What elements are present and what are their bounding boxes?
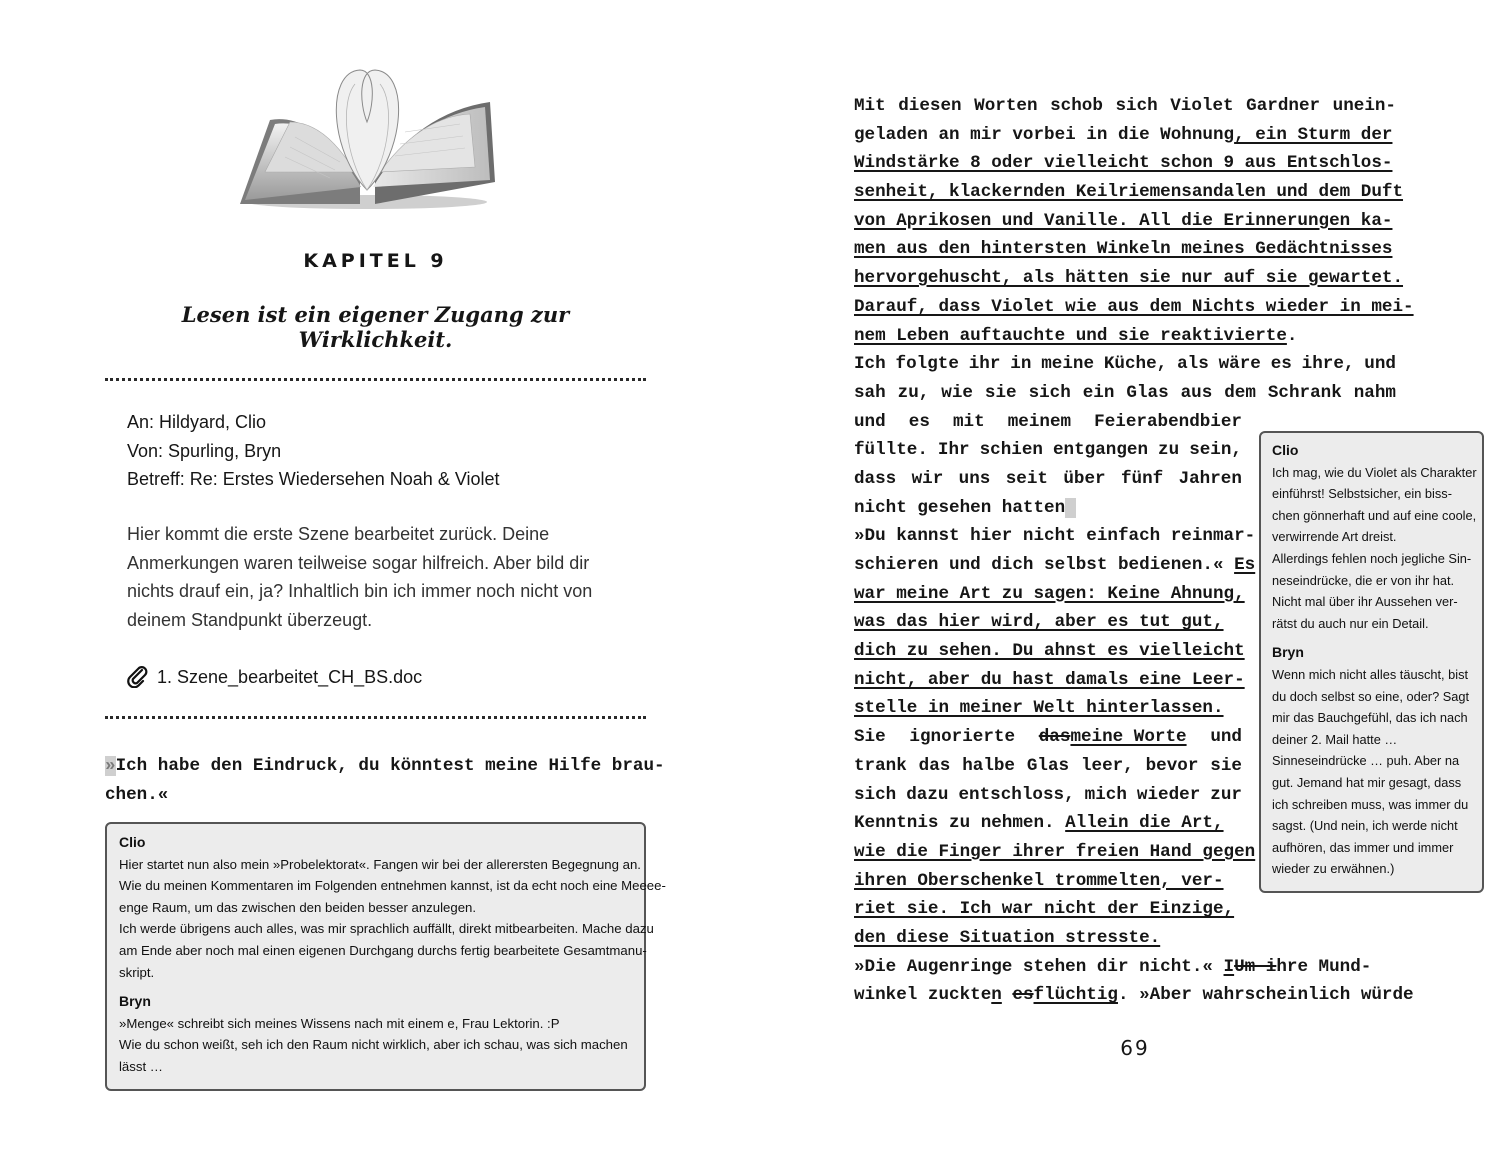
edit-insertion: flüchtig (1033, 985, 1118, 1006)
manuscript-line (854, 752, 1242, 781)
email-subject: Betreff: Re: Erstes Wiedersehen Noah & Violet (127, 469, 500, 490)
manuscript-line (854, 293, 1414, 322)
comment-line: neseindrücke, die er von ihr hat. (1272, 572, 1455, 588)
manuscript-word: entschloss, (958, 784, 1075, 805)
manuscript-line (854, 207, 1396, 236)
comment-line: du doch selbst so eine, oder? Sagt (1272, 688, 1470, 704)
comment-line: am Ende aber noch mal einen eigenen Durchgang durchs fertig bearbeitete Gesamtmanu- (119, 942, 647, 958)
manuscript-left (105, 752, 665, 809)
divider-top (105, 378, 646, 381)
manuscript-line: nem Leben auftauchte und sie reaktivierte. (854, 325, 1298, 346)
manuscript-word: Feierabendbier (1094, 411, 1242, 432)
manuscript-line (854, 178, 1404, 207)
edit-insertion: dich zu sehen. Du ahnst es vielleicht (854, 641, 1245, 662)
manuscript-word: Jahren (1178, 468, 1242, 489)
manuscript-word: als (1177, 354, 1209, 375)
manuscript-line (854, 666, 1245, 695)
comment-line: sagst. (Und nein, ich werde nicht (1272, 818, 1458, 834)
comment-line: deiner 2. Mail hatte … (1272, 731, 1398, 747)
edit-insertion: nicht, aber du hast damals eine Leer- (854, 669, 1245, 690)
edit-insertion: war meine Art zu sagen: Keine Ahnung, (854, 583, 1245, 604)
manuscript-word: sie (1210, 755, 1242, 776)
email-body-line: Hier kommt die erste Szene bearbeitet zurück. Deine (127, 524, 550, 544)
manuscript-word: ein (1082, 382, 1115, 403)
manuscript-word: dem (1224, 382, 1256, 403)
edit-insertion: senheit, klackernden Keilriemensandalen und dem Duft (854, 182, 1404, 203)
comment-line: skript. (119, 964, 155, 980)
manuscript-word: meinem (1007, 411, 1072, 432)
manuscript-word: zu, (897, 382, 930, 403)
comment-author-clio: Clio (1272, 442, 1299, 458)
email-attachment[interactable] (127, 666, 422, 688)
manuscript-word: sie (984, 382, 1017, 403)
edit-insertion: , ein Sturm der (1234, 124, 1393, 145)
manuscript-word: fünf (1120, 468, 1164, 489)
manuscript-line (854, 637, 1245, 666)
manuscript-line: chen.« (105, 784, 169, 805)
edit-deletion: Um i (1234, 956, 1277, 977)
manuscript-word: Glas (1126, 382, 1169, 403)
comment-author-bryn: Bryn (1272, 644, 1304, 661)
email-body (127, 520, 647, 634)
manuscript-word: trank (854, 755, 907, 776)
comment-line: Allerdings fehlen noch jegliche Sin- (1272, 550, 1472, 566)
edit-insertion: hervorgehuscht, als hätten sie nur auf sie gewartet. (854, 268, 1404, 289)
open-book-heart-icon (235, 62, 500, 212)
manuscript-line (854, 264, 1404, 293)
manuscript-line (854, 838, 1256, 867)
comment-line: Wie du meinen Kommentaren im Folgenden entnehmen kannst, ist da echt noch eine Meeee- (119, 878, 666, 894)
manuscript-word: es (1270, 354, 1292, 375)
edit-insertion: was das hier wird, aber es tut gut, (854, 612, 1224, 633)
edit-insertion: den diese Situation stresste. (854, 927, 1161, 948)
manuscript-line (854, 408, 1242, 437)
paperclip-icon (127, 666, 149, 688)
edit-caret-mark: » (105, 756, 116, 776)
edit-insertion: ihren Oberschenkel trommelten, ver- (854, 870, 1224, 891)
manuscript-word: nahm (1353, 382, 1396, 403)
manuscript-line (854, 895, 1242, 924)
manuscript-word: dazu (906, 784, 949, 805)
manuscript-word: sah (854, 382, 886, 403)
manuscript-word: wieder (1136, 784, 1201, 805)
manuscript-word: uns (958, 468, 991, 489)
comment-line: wieder zu erwähnen.) (1272, 861, 1395, 877)
manuscript-word: es (908, 411, 930, 432)
email-body-line: nichts drauf ein, ja? Inhaltlich bin ich immer noch nicht von (127, 581, 593, 602)
edit-insertion: nem Leben auftauchte und sie reaktivierte (854, 325, 1287, 346)
manuscript-line (854, 580, 1245, 609)
manuscript-line: geladen an mir vorbei in die Wohnung, ein Sturm der (854, 124, 1393, 145)
manuscript-line (854, 436, 1242, 465)
edit-insertion: Windstärke 8 oder vielleicht schon 9 aus Entschlos- (854, 153, 1393, 174)
email-header (127, 408, 500, 494)
manuscript-line (854, 867, 1242, 896)
comment-line: aufhören, das immer und immer (1272, 839, 1454, 855)
manuscript-word: meine (1041, 354, 1095, 375)
manuscript-word: Ihr (937, 440, 970, 461)
edit-insertion: men aus den hintersten Winkeln meines Gedächtnisses (854, 239, 1393, 260)
manuscript-line: »Du kannst hier nicht einfach reinmar- (854, 526, 1256, 547)
manuscript-word: Schrank (1267, 382, 1342, 403)
manuscript-word: sein, (1189, 440, 1242, 461)
comment-line: Nicht mal über ihr Aussehen ver- (1272, 594, 1458, 610)
manuscript-word: schob (1050, 96, 1103, 116)
comment-line: verwirrende Art dreist. (1272, 529, 1397, 545)
comment-line: Hier startet nun also mein »Probelektorat«. Fangen wir bei der allerersten Begegnung an. (119, 856, 641, 872)
comment-line: Ich mag, wie du Violet als Charakter (1272, 464, 1477, 480)
manuscript-word: aus (1180, 382, 1213, 403)
comment-line: Ich werde übrigens auch alles, was mir sprachlich auffällt, direkt mitbearbeiten. Mache dazu (119, 921, 654, 937)
manuscript-line (854, 350, 1396, 379)
manuscript-word: sich (1115, 96, 1158, 116)
chapter-motto: Lesen ist ein eigener Zugang zur Wirklichkeit. (181, 302, 570, 352)
editor-comment-box (105, 822, 666, 1091)
comment-line: Wie du schon weißt, seh ich den Raum nicht wirklich, aber ich schau, was sich machen (119, 1037, 628, 1053)
comment-spacer (119, 983, 632, 991)
comment-line: lässt … (119, 1058, 163, 1074)
edit-insertion: stelle in meiner Welt hinterlassen. (854, 698, 1224, 719)
comment-line: Sinneseindrücke … puh. Aber na (1272, 753, 1460, 769)
manuscript-line: »Ich habe den Eindruck, du könntest meine Hilfe brau- (105, 756, 665, 776)
manuscript-line (854, 149, 1396, 178)
manuscript-word: sich (1028, 382, 1071, 403)
page-number: 69 (1120, 1036, 1150, 1060)
manuscript-word: Worten (974, 96, 1038, 116)
manuscript-word: über (1063, 468, 1106, 489)
manuscript-word: Mit (854, 96, 886, 116)
manuscript-line: nicht gesehen hatten. (854, 497, 1076, 518)
email-body-line: Anmerkungen waren teilweise sogar hilfreich. Aber bild dir (127, 552, 590, 573)
manuscript-word: Gardner (1246, 96, 1321, 116)
manuscript-line (854, 608, 1242, 637)
edit-insertion: von Aprikosen und Vanille. All die Erinnerungen ka- (854, 210, 1393, 231)
divider-bottom (105, 716, 646, 719)
comment-line: mir das Bauchgefühl, das ich nach (1272, 710, 1468, 726)
edit-deletion: das (1038, 727, 1071, 748)
manuscript-word: dass (854, 468, 897, 489)
manuscript-line (854, 465, 1242, 494)
manuscript-word: und (854, 411, 886, 432)
manuscript-word: entgangen (1053, 440, 1149, 461)
edit-deletion-mark: . (1065, 497, 1076, 518)
comment-line: einführst! Selbstsicher, ein biss- (1272, 486, 1452, 502)
manuscript-word: bevor (1145, 755, 1199, 776)
manuscript-word: in (1010, 354, 1032, 375)
manuscript-word: Violet (1170, 96, 1234, 116)
manuscript-line (854, 379, 1396, 408)
comment-line: »Menge« schreibt sich meines Wissens nach mit einem e, Frau Lektorin. :P (119, 1015, 560, 1031)
edit-insertion: Allein die Art, (1065, 813, 1224, 834)
edit-insertion: Es (1234, 555, 1256, 575)
manuscript-line: Sie ignorierte dasmeine Worte und (854, 727, 1242, 748)
manuscript-word: ihr (968, 354, 1001, 375)
manuscript-line: schieren und dich selbst bedienen.« Es (854, 555, 1256, 575)
comment-spacer (1272, 634, 1471, 642)
manuscript-word: diesen (898, 96, 962, 116)
edit-insertion: I (1223, 956, 1235, 977)
manuscript-word: ihre, (1301, 354, 1355, 375)
manuscript-word: zu (1158, 440, 1180, 461)
email-from: Von: Spurling, Bryn (127, 440, 282, 461)
email-to: An: Hildyard, Clio (127, 412, 267, 432)
manuscript-word: Küche, (1103, 354, 1168, 375)
manuscript-line: Kenntnis zu nehmen. Allein die Art, (854, 813, 1224, 834)
manuscript-line (854, 694, 1242, 723)
manuscript-line: »Die Augenringe stehen dir nicht.« IUm ihre Mund- (854, 956, 1372, 977)
comment-line: rätst du auch nur ein Detail. (1272, 615, 1429, 631)
manuscript-word: folgte (895, 354, 959, 375)
manuscript-word: wäre (1218, 354, 1261, 375)
manuscript-word: seit (1005, 468, 1048, 489)
manuscript-line (854, 235, 1396, 264)
manuscript-line (854, 92, 1396, 121)
comment-line: ich schreiben muss, was immer du (1272, 796, 1469, 812)
edit-insertion: meine Worte (1070, 727, 1187, 748)
manuscript-line (854, 924, 1242, 953)
manuscript-line: winkel zuckten esflüchtig. »Aber wahrscheinlich würde (854, 985, 1414, 1006)
edit-deletion: es (1012, 985, 1034, 1006)
edit-insertion: n (991, 985, 1002, 1006)
edit-insertion: wie die Finger ihrer freien Hand gegen (854, 841, 1256, 862)
manuscript-line (854, 781, 1242, 810)
manuscript-word: das (918, 755, 951, 776)
manuscript-word: mit (952, 411, 985, 432)
manuscript-word: halbe (962, 755, 1015, 776)
manuscript-word: und (1364, 354, 1396, 375)
manuscript-word: leer, (1080, 755, 1134, 776)
chapter-heading: KAPITEL 9 (303, 250, 448, 272)
manuscript-word: zur (1210, 784, 1242, 805)
attachment-filename: 1. Szene_bearbeitet_CH_BS.doc (157, 666, 423, 687)
edit-insertion: riet sie. Ich war nicht der Einzige, (854, 899, 1235, 920)
manuscript-word: unein- (1332, 96, 1396, 116)
manuscript-word: mich (1084, 784, 1127, 805)
manuscript-word: füllte. (854, 440, 928, 461)
manuscript-word: Ich (854, 354, 886, 375)
comment-author-clio: Clio (119, 834, 146, 850)
comment-line: chen gönnerhaft und auf eine coole, (1272, 507, 1477, 523)
comment-line: Wenn mich nicht alles täuscht, bist (1272, 666, 1469, 682)
comment-author-bryn: Bryn (119, 993, 151, 1010)
manuscript-word: schien (979, 440, 1043, 461)
comment-line: enge Raum, um das zwischen den beiden besser anzulegen. (119, 899, 477, 915)
manuscript-word: wie (941, 382, 973, 403)
manuscript-word: wir (911, 468, 944, 489)
right-page (750, 0, 1500, 1153)
manuscript-word: sich (854, 784, 897, 805)
editor-comment-box (1259, 431, 1484, 893)
comment-line: gut. Jemand hat mir gesagt, dass (1272, 774, 1462, 790)
email-body-line: deinem Standpunkt überzeugt. (127, 609, 373, 630)
manuscript-word: Glas (1026, 755, 1070, 776)
edit-insertion: Darauf, dass Violet wie aus dem Nichts wieder in mei- (854, 296, 1414, 317)
